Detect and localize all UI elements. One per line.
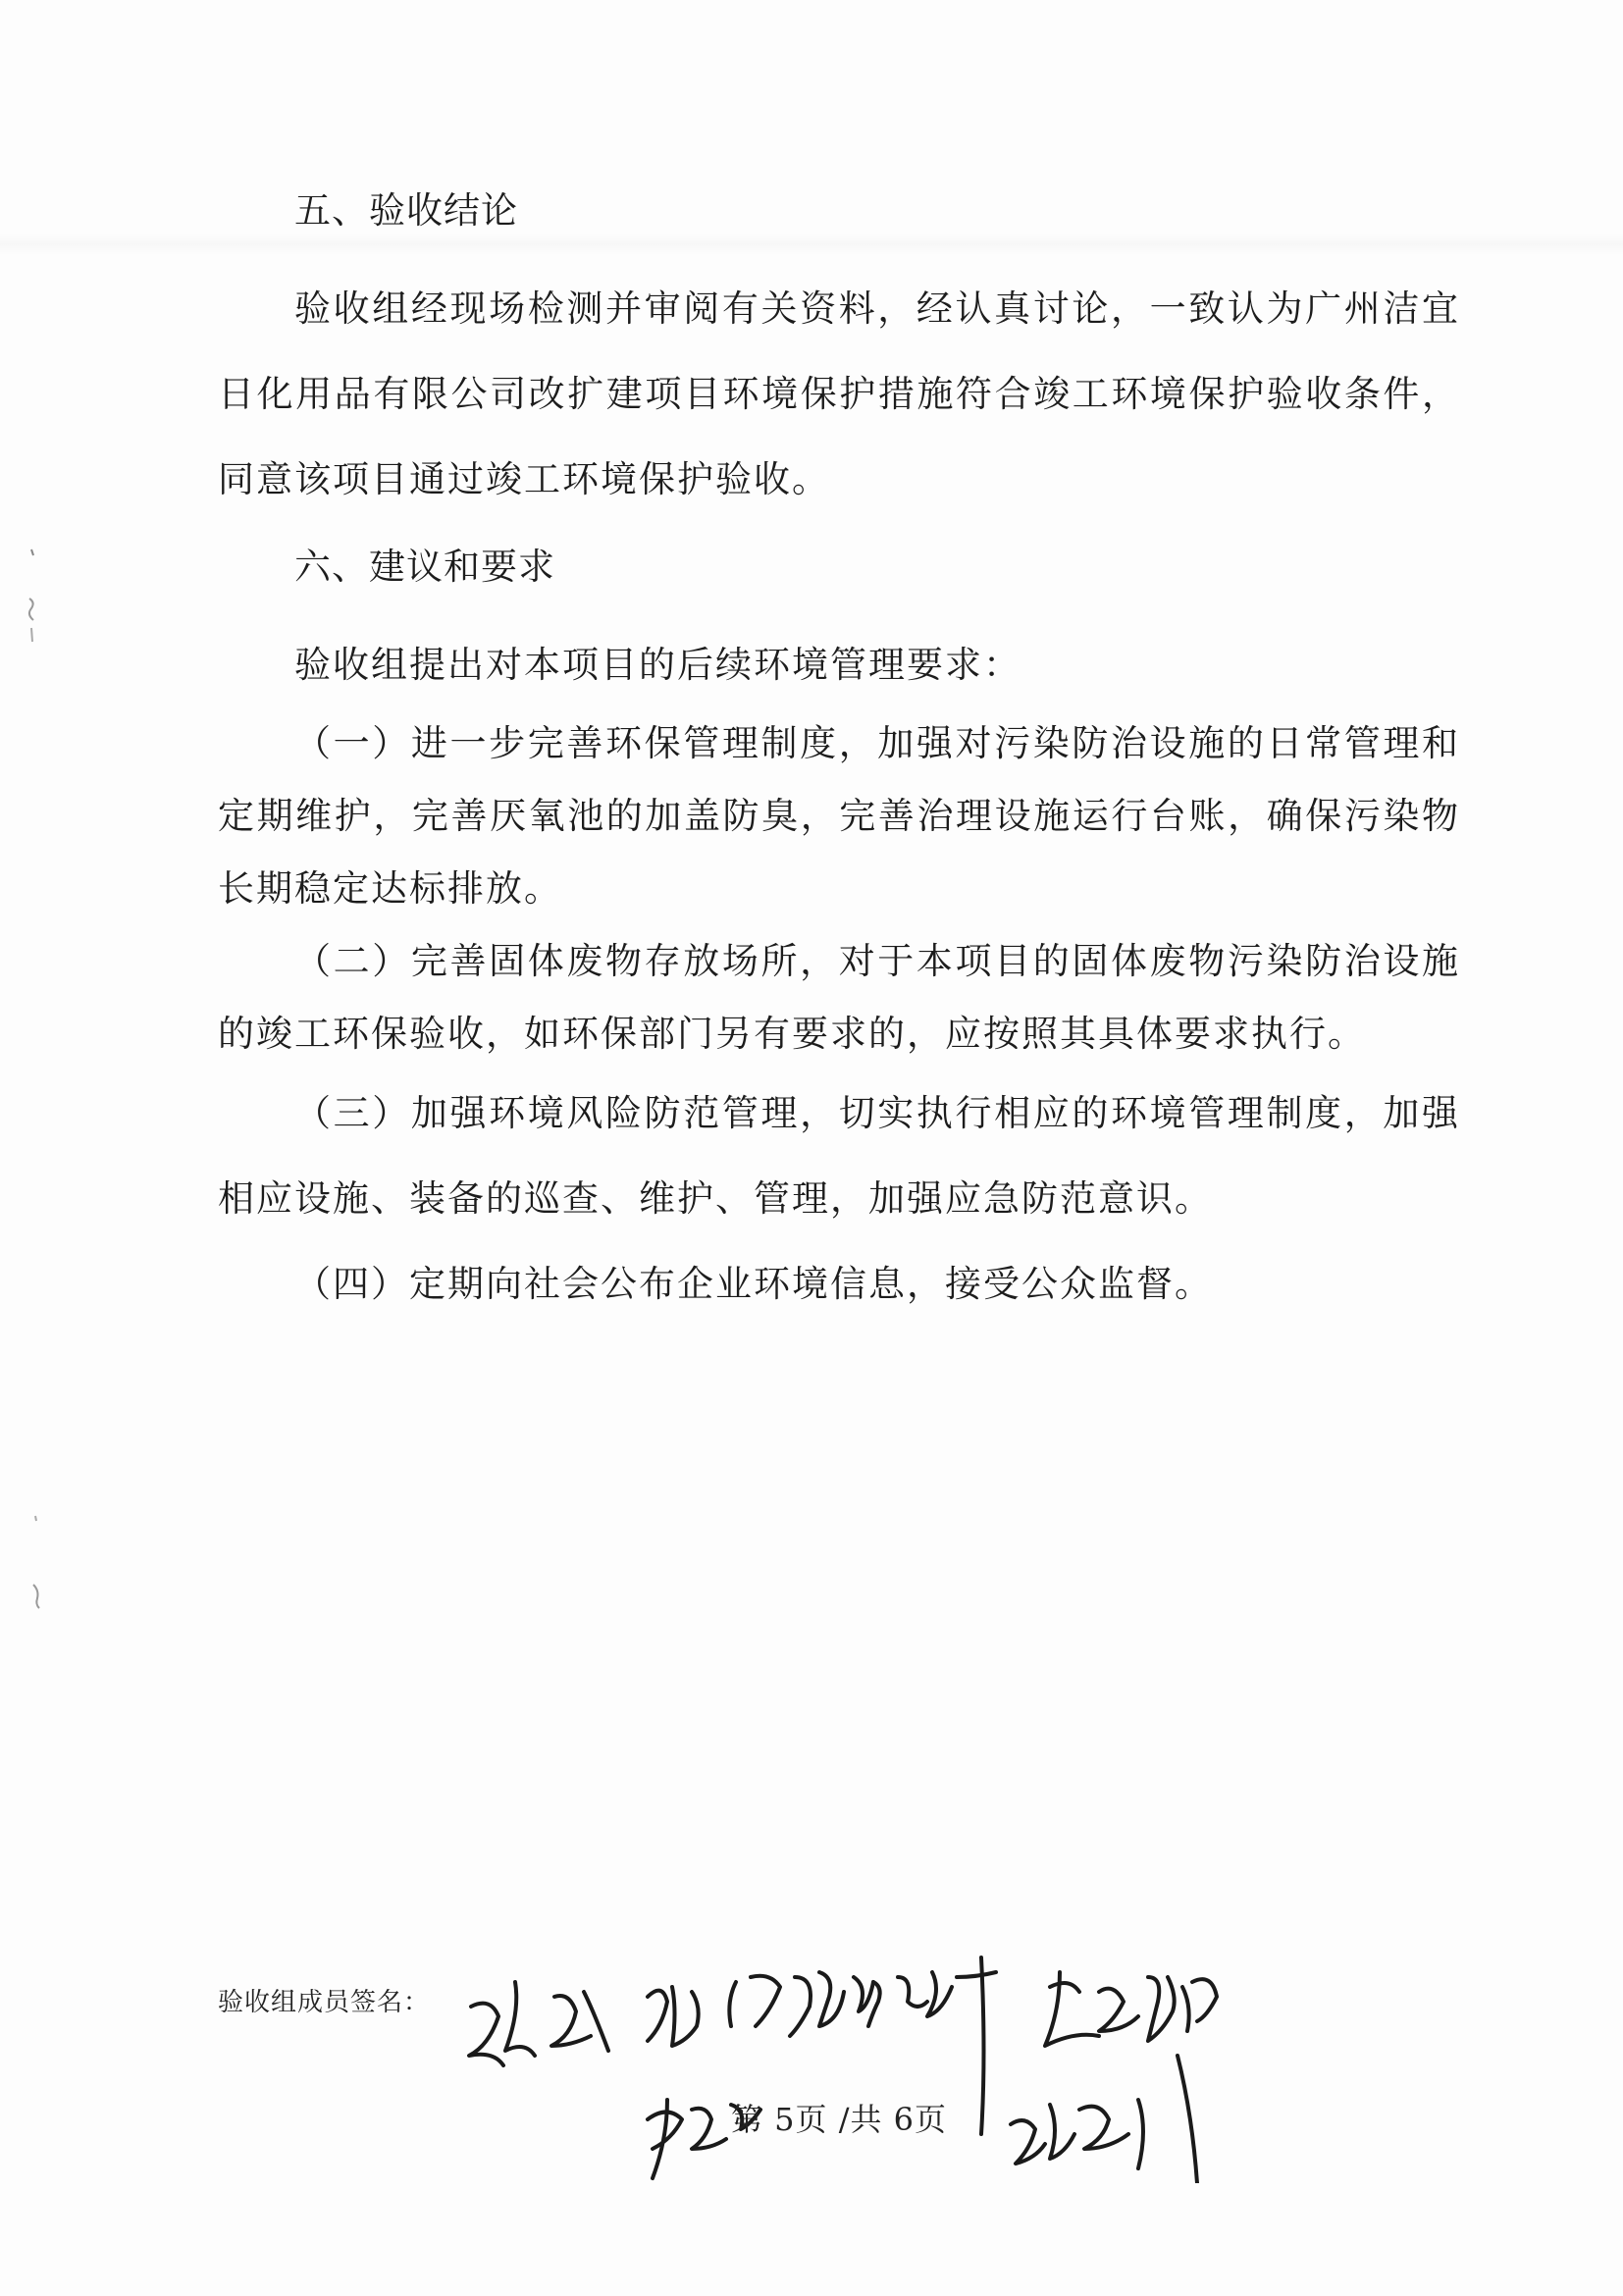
- section-heading-recommendations: 六、建议和要求: [294, 546, 555, 588]
- signature-stroke-1: [469, 1982, 608, 2065]
- signature-stroke-3: [729, 1972, 873, 2036]
- recommendation-item-3: （三）加强环境风险防范管理，切实执行相应的环境管理制度，加强相应设施、装备的巡查、维护、管理，加强应急防范意识。: [218, 1092, 1460, 1220]
- signature-label: 验收组成员签名：: [218, 1988, 431, 2017]
- page-number-footer: 第 5页 /共 6页: [731, 2101, 948, 2138]
- recommendation-item-4: （四）定期向社会公布企业环境信息，接受公众监督。: [294, 1263, 1213, 1305]
- recommendation-item-2: （二）完善固体废物存放场所，对于本项目的固体废物污染防治设施的竣工环保验收，如环保部门另有要求的，应按照其具体要求执行。: [218, 940, 1460, 1055]
- handwritten-signatures: [461, 1938, 1433, 2183]
- signature-stroke-7: [1011, 2056, 1197, 2183]
- recommendation-item-1: （一）进一步完善环保管理制度，加强对污染防治设施的日常管理和定期维护，完善厌氧池的加盖防臭，完善治理设施运行台账，确保污染物长期稳定达标排放。: [218, 722, 1460, 910]
- section-heading-conclusion: 五、验收结论: [294, 189, 518, 232]
- margin-scan-marks: [20, 530, 59, 1629]
- document-body: [218, 182, 1460, 1327]
- signature-stroke-5: [1045, 1972, 1217, 2046]
- recommendations-intro: 验收组提出对本项目的后续环境管理要求：: [294, 644, 1021, 686]
- conclusion-paragraph: 验收组经现场检测并审阅有关资料，经认真讨论，一致认为广州洁宜日化用品有限公司改扩建项目环境保护措施符合竣工环境保护验收条件，同意该项目通过竣工环境保护验收。: [218, 287, 1460, 500]
- signature-stroke-2: [648, 1987, 699, 2046]
